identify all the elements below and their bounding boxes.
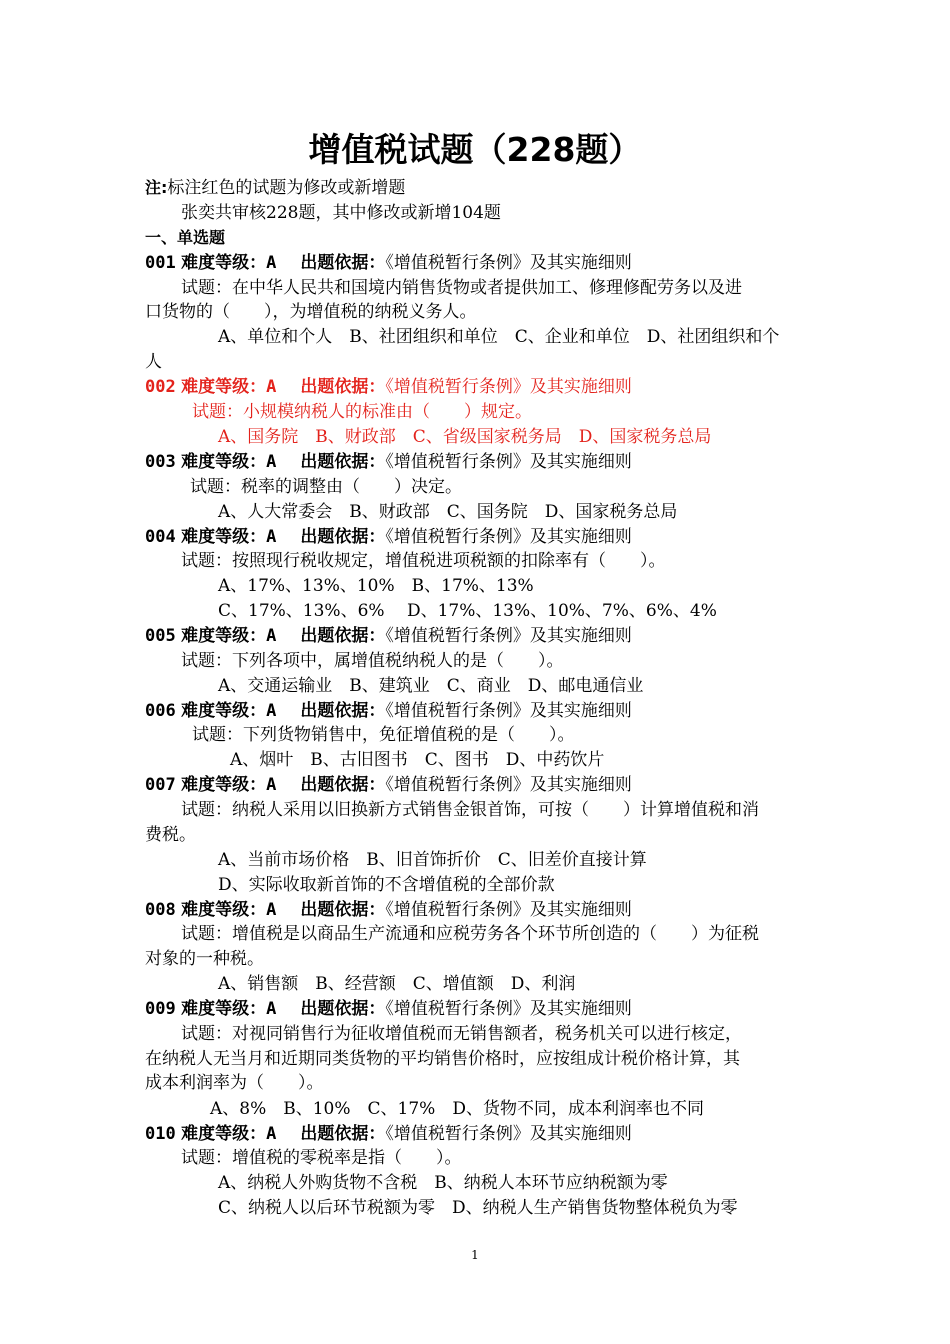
question-source: 《增值税暂行条例》及其实施细则 <box>385 452 632 472</box>
question-options: A、销售额 B、经营额 C、增值额 D、利润 <box>218 974 576 994</box>
level-key: 难度等级： <box>181 253 267 273</box>
question-stem: 对象的一种税。 <box>145 949 264 969</box>
source-key: 出题依据： <box>300 253 386 273</box>
source-key: 出题依据： <box>300 701 386 721</box>
question-stem: 试题：增值税是以商品生产流通和应税劳务各个环节所创造的（ ）为征税 <box>181 924 759 944</box>
source-key: 出题依据： <box>300 452 386 472</box>
question-stem: 在纳税人无当月和近期同类货物的平均销售价格时，应按组成计税价格计算，其 <box>145 1049 740 1069</box>
question-stem: 试题：增值税的零税率是指（ ）。 <box>181 1148 462 1168</box>
question-options: A、交通运输业 B、建筑业 C、商业 D、邮电通信业 <box>218 676 644 696</box>
question-number: 005 <box>145 626 176 646</box>
level-key: 难度等级： <box>181 377 267 397</box>
question-stem: 试题：下列各项中，属增值税纳税人的是（ ）。 <box>181 651 564 671</box>
level-key: 难度等级： <box>181 999 267 1019</box>
question-options: C、纳税人以后环节税额为零 D、纳税人生产销售货物整体税负为零 <box>218 1198 738 1218</box>
question-options: C、17%、13%、6% D、17%、13%、10%、7%、6%、4% <box>218 601 717 621</box>
question-options: A、单位和个人 B、社团组织和单位 C、企业和单位 D、社团组织和个 <box>218 327 780 347</box>
note-label: 注: <box>145 178 168 197</box>
source-key: 出题依据： <box>300 1124 386 1144</box>
question-number: 010 <box>145 1124 176 1144</box>
question-options: A、人大常委会 B、财政部 C、国务院 D、国家税务总局 <box>218 502 678 522</box>
level-key: 难度等级： <box>181 900 267 920</box>
question-number: 003 <box>145 452 176 472</box>
question-number: 007 <box>145 775 176 795</box>
note-line-1 <box>145 176 405 200</box>
level-key: 难度等级： <box>181 701 267 721</box>
difficulty-level: A <box>266 527 277 547</box>
difficulty-level: A <box>266 1124 277 1144</box>
difficulty-level: A <box>266 626 277 646</box>
question-stem: 成本利润率为（ ）。 <box>145 1073 324 1093</box>
difficulty-level: A <box>266 452 277 472</box>
question-source: 《增值税暂行条例》及其实施细则 <box>385 253 632 273</box>
question-number: 002 <box>145 377 176 397</box>
question-number: 001 <box>145 253 176 273</box>
question-source: 《增值税暂行条例》及其实施细则 <box>385 701 632 721</box>
question-options: A、当前市场价格 B、旧首饰折价 C、旧差价直接计算 <box>218 850 647 870</box>
question-source: 《增值税暂行条例》及其实施细则 <box>385 527 632 547</box>
question-source: 《增值税暂行条例》及其实施细则 <box>385 775 632 795</box>
difficulty-level: A <box>266 377 277 397</box>
question-number: 006 <box>145 701 176 721</box>
question-stem: 试题：对视同销售行为征收增值税而无销售额者，税务机关可以进行核定， <box>181 1024 742 1044</box>
level-key: 难度等级： <box>181 775 267 795</box>
level-key: 难度等级： <box>181 452 267 472</box>
note-text-1: 标注红色的试题为修改或新增题 <box>167 178 406 198</box>
question-stem: 费税。 <box>145 825 196 845</box>
question-header-005 <box>145 624 632 648</box>
source-key: 出题依据： <box>300 626 386 646</box>
section-heading: 一、单选题 <box>145 228 226 247</box>
question-options: A、17%、13%、10% B、17%、13% <box>218 576 534 596</box>
question-header-004 <box>145 525 632 549</box>
difficulty-level: A <box>266 999 277 1019</box>
question-number: 009 <box>145 999 176 1019</box>
question-header-001 <box>145 251 632 275</box>
question-source: 《增值税暂行条例》及其实施细则 <box>385 377 632 397</box>
source-key: 出题依据： <box>300 377 386 397</box>
question-header-003 <box>145 450 632 474</box>
question-header-008 <box>145 898 632 922</box>
question-source: 《增值税暂行条例》及其实施细则 <box>385 1124 632 1144</box>
question-stem: 试题：纳税人采用以旧换新方式销售金银首饰，可按（ ）计算增值税和消 <box>181 800 759 820</box>
question-stem: 试题：下列货物销售中，免征增值税的是（ ）。 <box>192 725 575 745</box>
level-key: 难度等级： <box>181 626 267 646</box>
question-stem: 口货物的（ ），为增值税的纳税义务人。 <box>145 302 477 322</box>
question-options: A、8% B、10% C、17% D、货物不同，成本利润率也不同 <box>210 1099 704 1119</box>
document-title: 增值税试题（228题） <box>308 130 642 169</box>
source-key: 出题依据： <box>300 775 386 795</box>
question-header-009 <box>145 997 632 1021</box>
question-options: A、纳税人外购货物不含税 B、纳税人本环节应纳税额为零 <box>218 1173 668 1193</box>
question-options: 人 <box>145 352 162 372</box>
question-options: A、国务院 B、财政部 C、省级国家税务局 D、国家税务总局 <box>218 427 712 447</box>
question-header-010 <box>145 1122 632 1146</box>
difficulty-level: A <box>266 900 277 920</box>
question-options: A、烟叶 B、古旧图书 C、图书 D、中药饮片 <box>230 750 605 770</box>
question-source: 《增值税暂行条例》及其实施细则 <box>385 999 632 1019</box>
question-stem: 试题：税率的调整由（ ）决定。 <box>190 477 462 497</box>
source-key: 出题依据： <box>300 900 386 920</box>
question-stem: 试题：按照现行税收规定，增值税进项税额的扣除率有（ ）。 <box>181 551 666 571</box>
question-header-002 <box>145 375 632 399</box>
note-line-2: 张奕共审核228题，其中修改或新增104题 <box>181 203 501 223</box>
difficulty-level: A <box>266 701 277 721</box>
difficulty-level: A <box>266 253 277 273</box>
difficulty-level: A <box>266 775 277 795</box>
question-source: 《增值税暂行条例》及其实施细则 <box>385 900 632 920</box>
source-key: 出题依据： <box>300 527 386 547</box>
level-key: 难度等级： <box>181 1124 267 1144</box>
question-stem: 试题：小规模纳税人的标准由（ ）规定。 <box>192 402 532 422</box>
question-options: D、实际收取新首饰的不含增值税的全部价款 <box>218 875 555 895</box>
question-header-006 <box>145 699 632 723</box>
level-key: 难度等级： <box>181 527 267 547</box>
page-number: 1 <box>471 1248 479 1262</box>
question-number: 008 <box>145 900 176 920</box>
question-number: 004 <box>145 527 176 547</box>
source-key: 出题依据： <box>300 999 386 1019</box>
question-source: 《增值税暂行条例》及其实施细则 <box>385 626 632 646</box>
question-stem: 试题：在中华人民共和国境内销售货物或者提供加工、修理修配劳务以及进 <box>181 278 742 298</box>
question-header-007 <box>145 773 632 797</box>
